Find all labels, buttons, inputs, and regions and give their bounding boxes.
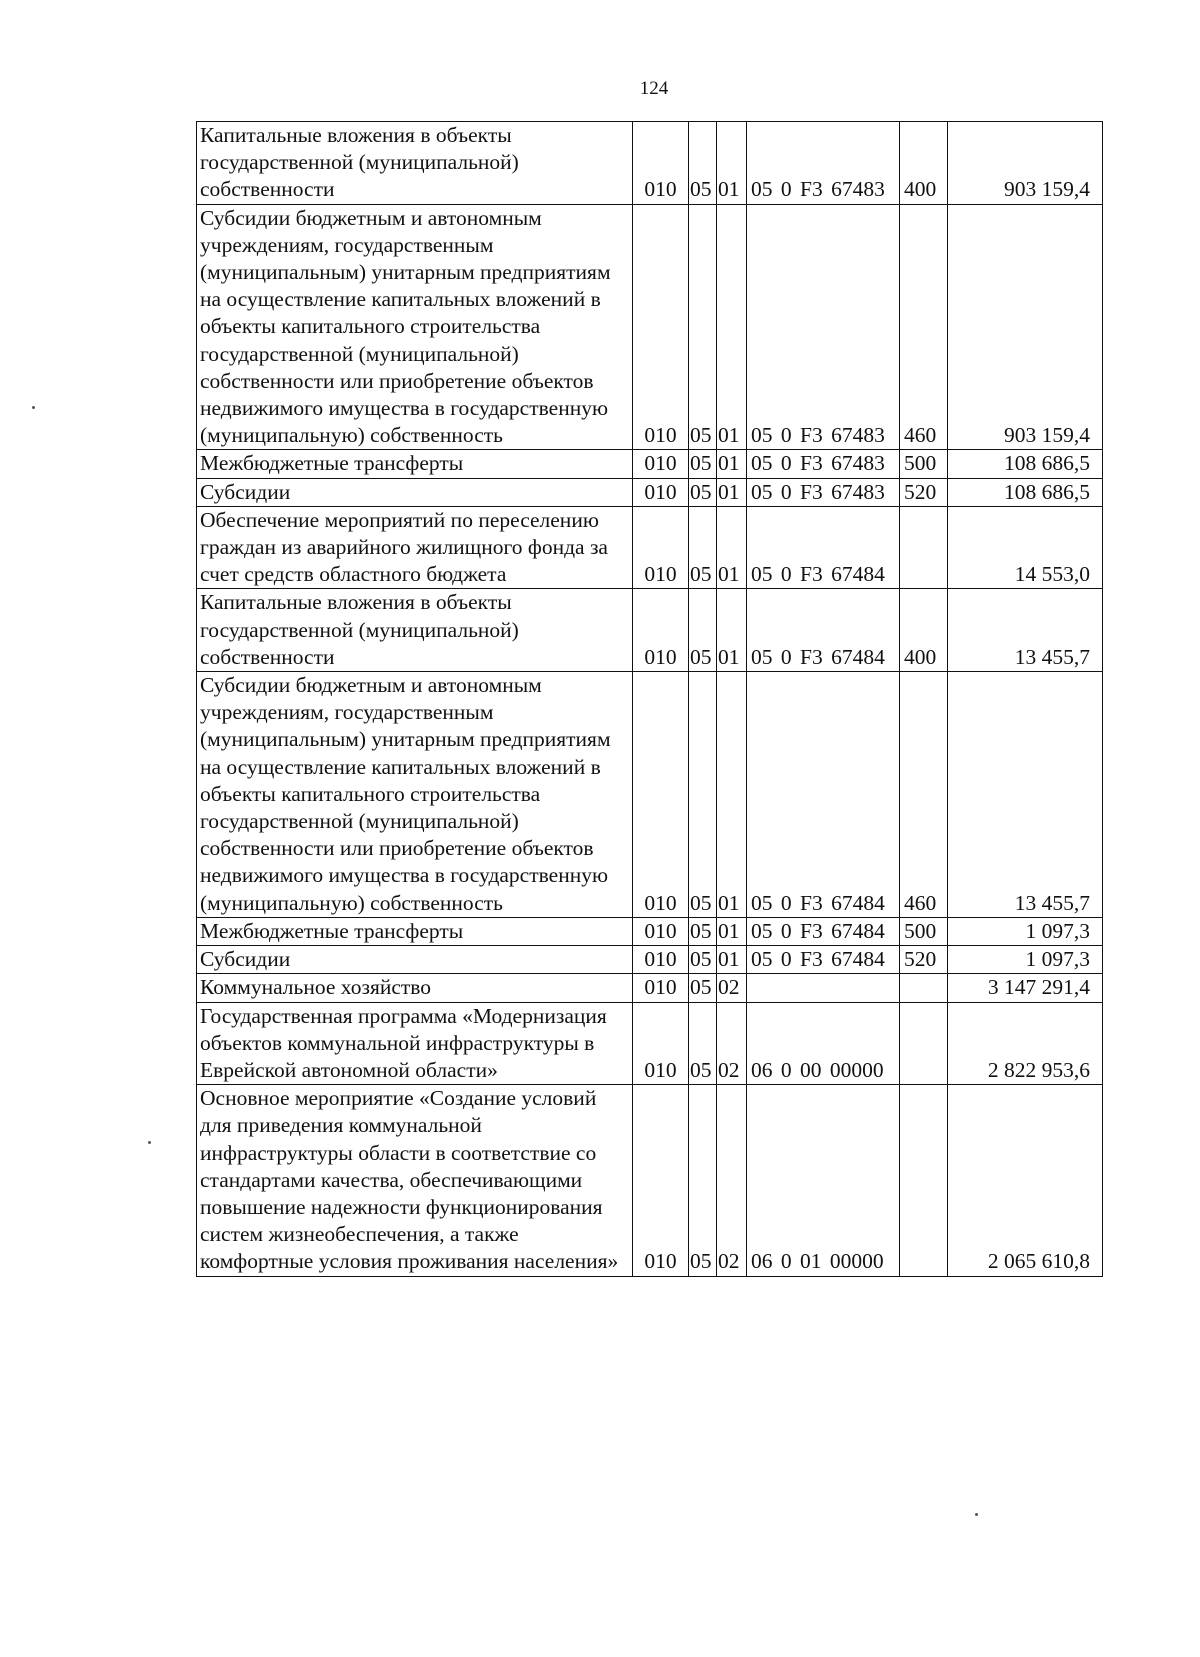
cell-amount: 3 147 291,4 bbox=[948, 974, 1103, 1002]
cell-grbs: 010 bbox=[633, 974, 689, 1002]
table-row bbox=[197, 1085, 1103, 1276]
cell-target-article: 05 0 F3 67483 bbox=[747, 450, 900, 478]
cell-subsection: 01 bbox=[717, 122, 747, 205]
cell-section: 05 bbox=[689, 1002, 717, 1085]
cell-expense-type: 500 bbox=[900, 450, 948, 478]
cell-target-article bbox=[747, 974, 900, 1002]
cell-subsection: 02 bbox=[717, 1085, 747, 1276]
row-description: Межбюджетные трансферты bbox=[197, 450, 633, 478]
cell-grbs: 010 bbox=[633, 946, 689, 974]
scan-speck bbox=[32, 406, 35, 409]
table-body bbox=[197, 122, 1103, 1277]
cell-expense-type: 400 bbox=[900, 122, 948, 205]
cell-expense-type bbox=[900, 1002, 948, 1085]
cell-subsection: 02 bbox=[717, 974, 747, 1002]
table-row bbox=[197, 506, 1103, 589]
cell-target-article: 05 0 F3 67483 bbox=[747, 478, 900, 506]
cell-grbs: 010 bbox=[633, 1085, 689, 1276]
cell-subsection: 01 bbox=[717, 478, 747, 506]
table-row bbox=[197, 672, 1103, 918]
cell-subsection: 01 bbox=[717, 917, 747, 945]
cell-amount: 14 553,0 bbox=[948, 506, 1103, 589]
table-row bbox=[197, 589, 1103, 672]
table-row bbox=[197, 917, 1103, 945]
cell-target-article: 05 0 F3 67484 bbox=[747, 946, 900, 974]
table-row bbox=[197, 204, 1103, 450]
cell-expense-type bbox=[900, 974, 948, 1002]
cell-grbs: 010 bbox=[633, 672, 689, 918]
table-row bbox=[197, 450, 1103, 478]
scan-speck bbox=[148, 1141, 151, 1144]
row-description: Основное мероприятие «Создание условий для приведения коммунальной инфраструктуры области в соответствие со стандартами качества, обеспечивающими повышение надежности функционирования систем жизнеобеспечения, а также комфортные условия проживания населения» bbox=[197, 1085, 633, 1276]
cell-expense-type bbox=[900, 506, 948, 589]
cell-expense-type: 460 bbox=[900, 672, 948, 918]
cell-amount: 2 822 953,6 bbox=[948, 1002, 1103, 1085]
cell-grbs: 010 bbox=[633, 450, 689, 478]
cell-amount: 1 097,3 bbox=[948, 946, 1103, 974]
table-row bbox=[197, 946, 1103, 974]
page-number: 124 bbox=[639, 78, 669, 99]
cell-expense-type bbox=[900, 1085, 948, 1276]
cell-subsection: 01 bbox=[717, 450, 747, 478]
cell-amount: 1 097,3 bbox=[948, 917, 1103, 945]
cell-grbs: 010 bbox=[633, 122, 689, 205]
row-description: Государственная программа «Модернизация объектов коммунальной инфраструктуры в Еврейской автономной области» bbox=[197, 1002, 633, 1085]
cell-section: 05 bbox=[689, 478, 717, 506]
cell-amount: 13 455,7 bbox=[948, 672, 1103, 918]
cell-section: 05 bbox=[689, 204, 717, 450]
table-row bbox=[197, 122, 1103, 205]
cell-target-article: 05 0 F3 67483 bbox=[747, 204, 900, 450]
cell-target-article: 05 0 F3 67484 bbox=[747, 917, 900, 945]
cell-target-article: 06 0 01 00000 bbox=[747, 1085, 900, 1276]
table-row bbox=[197, 478, 1103, 506]
scan-speck bbox=[975, 1513, 978, 1516]
row-description: Обеспечение мероприятий по переселению граждан из аварийного жилищного фонда за счет средств областного бюджета bbox=[197, 506, 633, 589]
row-description: Капитальные вложения в объекты государственной (муниципальной) собственности bbox=[197, 122, 633, 205]
cell-section: 05 bbox=[689, 589, 717, 672]
cell-section: 05 bbox=[689, 917, 717, 945]
cell-target-article: 06 0 00 00000 bbox=[747, 1002, 900, 1085]
cell-expense-type: 520 bbox=[900, 478, 948, 506]
row-description: Субсидии бюджетным и автономным учреждениям, государственным (муниципальным) унитарным предприятиям на осуществление капитальных вложений в объекты капитального строительства государственной (муниципальной) собственности или приобретение объектов недвижимого имущества в государственную (муниципальную) собственность bbox=[197, 204, 633, 450]
cell-section: 05 bbox=[689, 450, 717, 478]
cell-grbs: 010 bbox=[633, 917, 689, 945]
cell-amount: 108 686,5 bbox=[948, 450, 1103, 478]
cell-amount: 2 065 610,8 bbox=[948, 1085, 1103, 1276]
row-description: Субсидии bbox=[197, 946, 633, 974]
cell-target-article: 05 0 F3 67484 bbox=[747, 506, 900, 589]
cell-expense-type: 400 bbox=[900, 589, 948, 672]
cell-amount: 903 159,4 bbox=[948, 204, 1103, 450]
cell-amount: 108 686,5 bbox=[948, 478, 1103, 506]
cell-grbs: 010 bbox=[633, 589, 689, 672]
row-description: Капитальные вложения в объекты государственной (муниципальной) собственности bbox=[197, 589, 633, 672]
cell-subsection: 02 bbox=[717, 1002, 747, 1085]
table-row bbox=[197, 1002, 1103, 1085]
cell-section: 05 bbox=[689, 946, 717, 974]
table-row bbox=[197, 974, 1103, 1002]
cell-section: 05 bbox=[689, 122, 717, 205]
row-description: Межбюджетные трансферты bbox=[197, 917, 633, 945]
cell-subsection: 01 bbox=[717, 204, 747, 450]
row-description: Коммунальное хозяйство bbox=[197, 974, 633, 1002]
cell-amount: 13 455,7 bbox=[948, 589, 1103, 672]
cell-grbs: 010 bbox=[633, 478, 689, 506]
cell-target-article: 05 0 F3 67483 bbox=[747, 122, 900, 205]
cell-amount: 903 159,4 bbox=[948, 122, 1103, 205]
cell-target-article: 05 0 F3 67484 bbox=[747, 589, 900, 672]
cell-expense-type: 460 bbox=[900, 204, 948, 450]
cell-section: 05 bbox=[689, 506, 717, 589]
cell-grbs: 010 bbox=[633, 204, 689, 450]
cell-grbs: 010 bbox=[633, 1002, 689, 1085]
cell-grbs: 010 bbox=[633, 506, 689, 589]
cell-expense-type: 500 bbox=[900, 917, 948, 945]
cell-subsection: 01 bbox=[717, 589, 747, 672]
cell-target-article: 05 0 F3 67484 bbox=[747, 672, 900, 918]
cell-section: 05 bbox=[689, 1085, 717, 1276]
cell-expense-type: 520 bbox=[900, 946, 948, 974]
row-description: Субсидии бюджетным и автономным учреждениям, государственным (муниципальным) унитарным предприятиям на осуществление капитальных вложений в объекты капитального строительства государственной (муниципальной) собственности или приобретение объектов недвижимого имущества в государственную (муниципальную) собственность bbox=[197, 672, 633, 918]
cell-section: 05 bbox=[689, 974, 717, 1002]
cell-subsection: 01 bbox=[717, 506, 747, 589]
row-description: Субсидии bbox=[197, 478, 633, 506]
cell-subsection: 01 bbox=[717, 672, 747, 918]
cell-section: 05 bbox=[689, 672, 717, 918]
budget-table bbox=[196, 121, 1103, 1277]
cell-subsection: 01 bbox=[717, 946, 747, 974]
